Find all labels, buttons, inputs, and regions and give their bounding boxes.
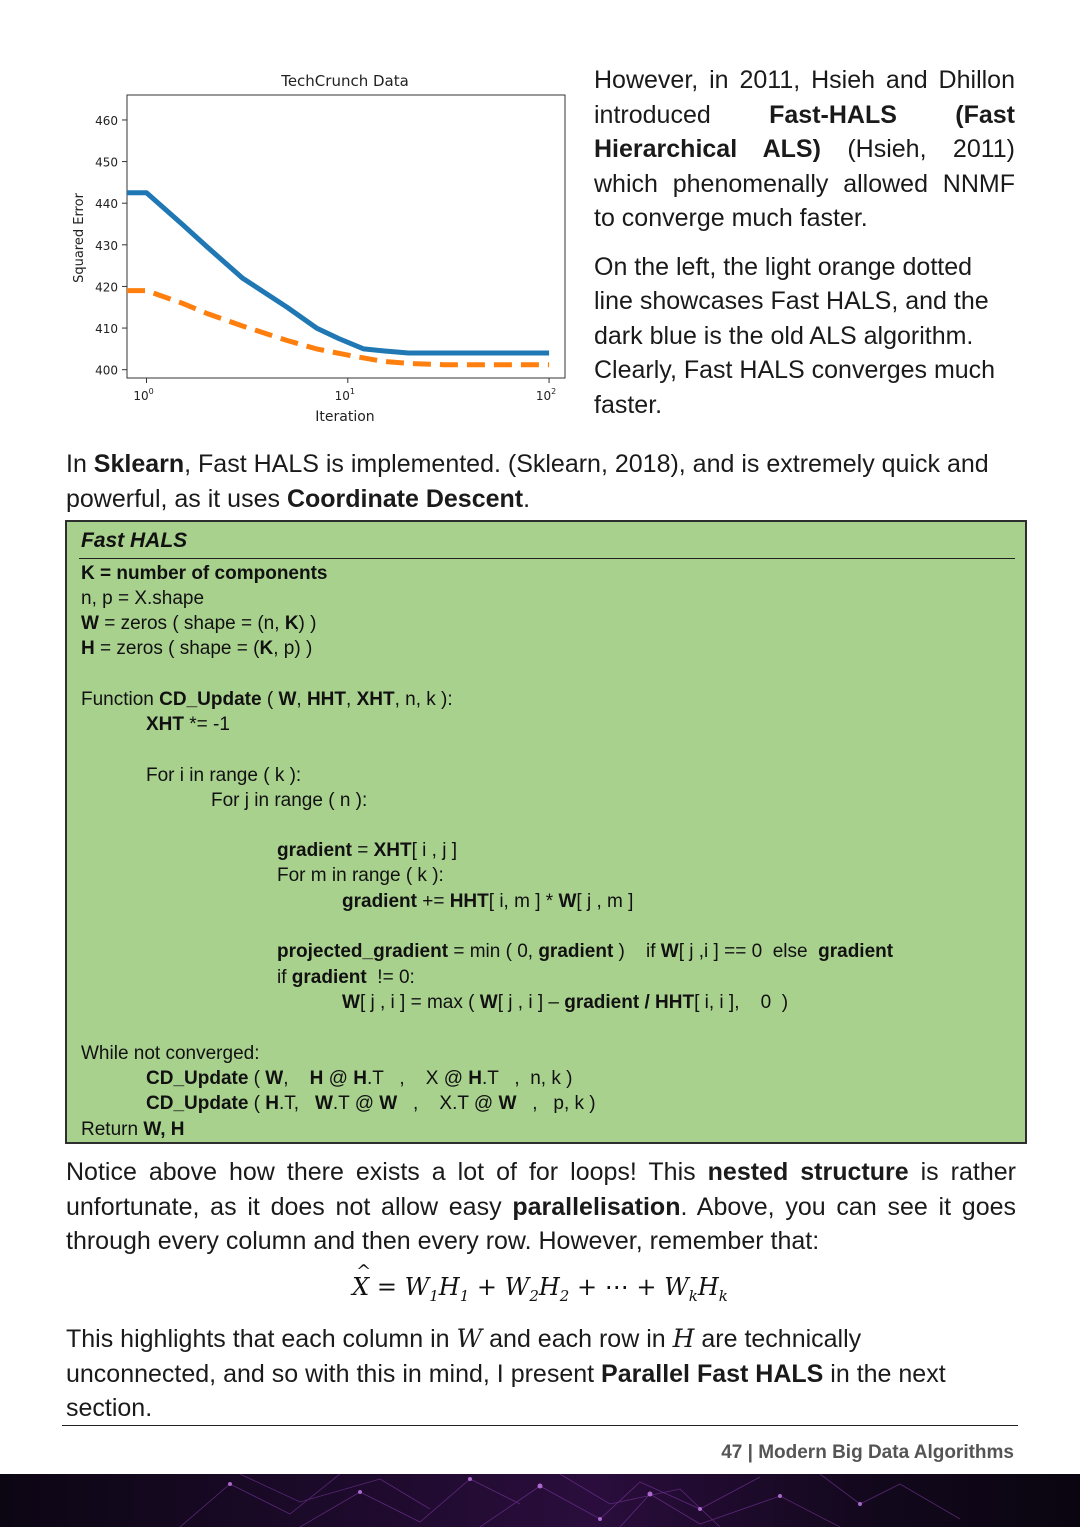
code-line xyxy=(81,1042,260,1066)
y-tick-label: 420 xyxy=(95,280,118,295)
code-line xyxy=(81,1118,184,1142)
code-token: ( xyxy=(248,1093,266,1114)
code-token: W xyxy=(379,1093,398,1114)
code-token: HHT xyxy=(449,891,489,912)
code-line xyxy=(146,1067,572,1091)
x-axis-label: Iteration xyxy=(315,409,375,425)
formula-term: $W_kH_k$ xyxy=(664,1273,728,1305)
algorithm-title-divider xyxy=(79,558,1015,559)
code-line xyxy=(277,839,457,863)
code-token: W xyxy=(660,941,679,962)
code-token: H xyxy=(309,1068,324,1089)
text-run: are technically unconnected, and so with this in mind, I present xyxy=(66,1325,862,1388)
code-line xyxy=(81,637,312,661)
code-token: [ i , j ] xyxy=(411,840,458,861)
text-run: . xyxy=(523,484,531,513)
code-token: For j in range ( n ): xyxy=(211,790,368,811)
text-run: Notice above how there exists a lot of for loops! This xyxy=(66,1158,708,1186)
sklearn-paragraph xyxy=(66,447,1016,516)
code-line xyxy=(277,940,893,964)
text-run: , Fast HALS is implemented. (Sklearn, 2018), and is extremely quick and powerful, as it uses xyxy=(66,450,989,513)
code-token: = min ( 0, xyxy=(448,941,539,962)
code-line xyxy=(81,587,204,611)
y-tick-label: 430 xyxy=(95,238,118,253)
nested-structure-term: nested structure xyxy=(707,1158,909,1186)
code-token: != 0: xyxy=(366,967,415,988)
code-token: , X.T @ xyxy=(397,1093,499,1114)
network-pattern-decoration xyxy=(0,1474,1080,1527)
x-axis-ticks xyxy=(133,378,556,403)
code-token: .T , X @ xyxy=(366,1068,469,1089)
code-token: XHT xyxy=(373,840,412,861)
y-tick-label: 440 xyxy=(95,197,118,212)
code-token: ( xyxy=(261,689,279,710)
code-token: [ i, m ] * xyxy=(488,891,559,912)
code-token: , n, k ): xyxy=(394,689,453,710)
sklearn-term: Sklearn xyxy=(93,450,185,478)
code-token: W xyxy=(81,613,99,634)
code-token: += xyxy=(416,891,450,912)
x-tick-label: $10^2$ xyxy=(535,387,557,403)
code-token: = zeros ( shape = ( xyxy=(94,638,260,659)
page-footer: 47 | Modern Big Data Algorithms xyxy=(721,1442,1014,1463)
x-hat-symbol: ^ X xyxy=(352,1273,369,1301)
text-run: is rather unfortunate, as it does not allow easy xyxy=(66,1158,1016,1221)
code-token: = xyxy=(351,840,374,861)
code-token: W xyxy=(479,992,498,1013)
code-token: For i in range ( k ): xyxy=(146,765,302,786)
conclusion-paragraph xyxy=(66,1322,1016,1426)
text-run: However, in 2011, Hsieh and Dhillon introduced xyxy=(594,66,1015,129)
formula-term: $W_1H_1$ xyxy=(404,1273,470,1305)
code-token: [ j , m ] xyxy=(576,891,634,912)
code-token: *= -1 xyxy=(184,714,230,735)
code-line xyxy=(277,966,415,990)
code-token: [ j , i ] = max ( xyxy=(359,992,480,1013)
code-token: ) ) xyxy=(298,613,317,634)
code-token: W xyxy=(498,1093,517,1114)
code-line xyxy=(146,1092,596,1116)
code-token: K = number of components xyxy=(81,563,328,584)
code-token: XHT xyxy=(356,689,395,710)
code-token: XHT xyxy=(146,714,184,735)
fast-hals-term: Fast-HALS (Fast Hierarchical ALS) xyxy=(594,100,1015,163)
chart-series xyxy=(127,193,549,365)
code-line xyxy=(81,612,316,636)
code-line xyxy=(146,764,301,788)
text-run: and each row in xyxy=(482,1325,673,1353)
code-token: , p) ) xyxy=(273,638,313,659)
code-token: gradient xyxy=(538,941,614,962)
formula-ellipsis: ⋯ xyxy=(604,1273,629,1301)
factorization-formula: ^ $X = W_1H_1 + W_2H_2$ + ⋯ + $W_kH_k$ xyxy=(0,1273,1080,1305)
code-token: W xyxy=(265,1068,284,1089)
x-tick-label: $10^1$ xyxy=(334,387,355,403)
code-token: CD_Update xyxy=(146,1093,249,1114)
code-token: HHT xyxy=(306,689,347,710)
parallelisation-term: parallelisation xyxy=(512,1192,681,1221)
code-token: CD_Update xyxy=(146,1068,249,1089)
code-token: ( xyxy=(248,1068,266,1089)
code-line xyxy=(277,864,444,888)
code-token: K xyxy=(259,638,274,659)
code-token: projected_gradient xyxy=(277,941,449,962)
code-token: gradient xyxy=(277,840,352,861)
y-tick-label: 460 xyxy=(95,113,118,128)
code-line xyxy=(342,890,633,914)
code-token: .T @ xyxy=(332,1093,380,1114)
code-token: = zeros ( shape = (n, xyxy=(98,613,285,634)
text-run: (Hsieh, 2011) which phenomenally allowed NNMF to converge much faster. xyxy=(594,135,1015,232)
code-token: W xyxy=(314,1093,333,1114)
code-line xyxy=(211,789,367,813)
code-token: , xyxy=(296,689,307,710)
y-tick-label: 410 xyxy=(95,322,118,337)
formula-term: $W_2H_2$ xyxy=(504,1273,570,1305)
code-token: ) if xyxy=(613,941,661,962)
code-token: W xyxy=(342,992,360,1013)
code-line xyxy=(81,562,328,586)
fast-hals-algorithm-box xyxy=(65,520,1027,1144)
code-token: W xyxy=(278,689,297,710)
code-token: , xyxy=(346,689,357,710)
y-axis-ticks xyxy=(95,114,127,378)
code-line xyxy=(146,713,230,737)
code-token: H xyxy=(81,638,95,659)
code-token: W, H xyxy=(143,1119,185,1140)
decorative-bottom-band xyxy=(0,1474,1080,1527)
chart-title: TechCrunch Data xyxy=(281,72,409,90)
code-line xyxy=(342,991,788,1015)
text-run: in the next section. xyxy=(66,1359,946,1422)
code-token: CD_Update xyxy=(159,689,262,710)
notice-paragraph xyxy=(66,1155,1016,1259)
code-token: [ j , i ] – xyxy=(497,992,565,1013)
y-tick-label: 450 xyxy=(95,155,118,170)
footer-divider xyxy=(62,1425,1018,1426)
techcrunch-chart xyxy=(60,62,580,432)
h-symbol: H xyxy=(672,1324,695,1353)
w-symbol: W xyxy=(456,1324,483,1353)
intro-paragraph xyxy=(594,63,1015,236)
code-token: gradient xyxy=(342,891,417,912)
code-token: if xyxy=(277,967,292,988)
text-run: . Above, you can see it goes through every column and then every row. However, remember that: xyxy=(66,1192,1017,1255)
code-token: [ i, i ], 0 ) xyxy=(694,992,789,1013)
x-tick-label: $10^0$ xyxy=(133,387,154,403)
intro-text-column xyxy=(594,63,1015,422)
code-token: gradient xyxy=(818,941,894,962)
code-token: [ j ,i ] == 0 else xyxy=(678,941,819,962)
code-token: .T, xyxy=(279,1093,315,1114)
coordinate-descent-term: Coordinate Descent xyxy=(286,484,524,513)
code-token: H xyxy=(265,1093,280,1114)
code-token: , p, k ) xyxy=(516,1093,596,1114)
parallel-fast-hals-term: Parallel Fast HALS xyxy=(601,1359,824,1388)
code-token: @ xyxy=(323,1068,354,1089)
code-token: .T , n, k ) xyxy=(482,1068,573,1089)
code-token: H xyxy=(468,1068,482,1089)
code-token: For m in range ( k ): xyxy=(277,865,444,886)
chart-caption-paragraph: On the left, the light orange dotted line showcases Fast HALS, and the dark blue is the old ALS algorithm. Clearly, Fast HALS converges much faster. xyxy=(594,252,996,419)
code-token: gradient / HHT xyxy=(564,992,695,1013)
code-token: , xyxy=(283,1068,310,1089)
code-token: Function xyxy=(81,689,160,710)
series-line-als xyxy=(127,193,549,353)
code-token: Return xyxy=(81,1119,144,1140)
y-axis-label: Squared Error xyxy=(72,193,87,283)
code-token: n, p = X.shape xyxy=(81,588,205,609)
code-token: gradient xyxy=(291,967,367,988)
code-token: While not converged: xyxy=(81,1043,260,1064)
code-line xyxy=(81,688,453,712)
code-token: H xyxy=(353,1068,367,1089)
y-tick-label: 400 xyxy=(95,363,118,378)
code-token: K xyxy=(284,613,299,634)
code-token: W xyxy=(558,891,577,912)
algorithm-title: Fast HALS xyxy=(81,529,188,552)
text-run: This highlights that each column in xyxy=(66,1325,457,1353)
text-run: In xyxy=(66,450,94,478)
